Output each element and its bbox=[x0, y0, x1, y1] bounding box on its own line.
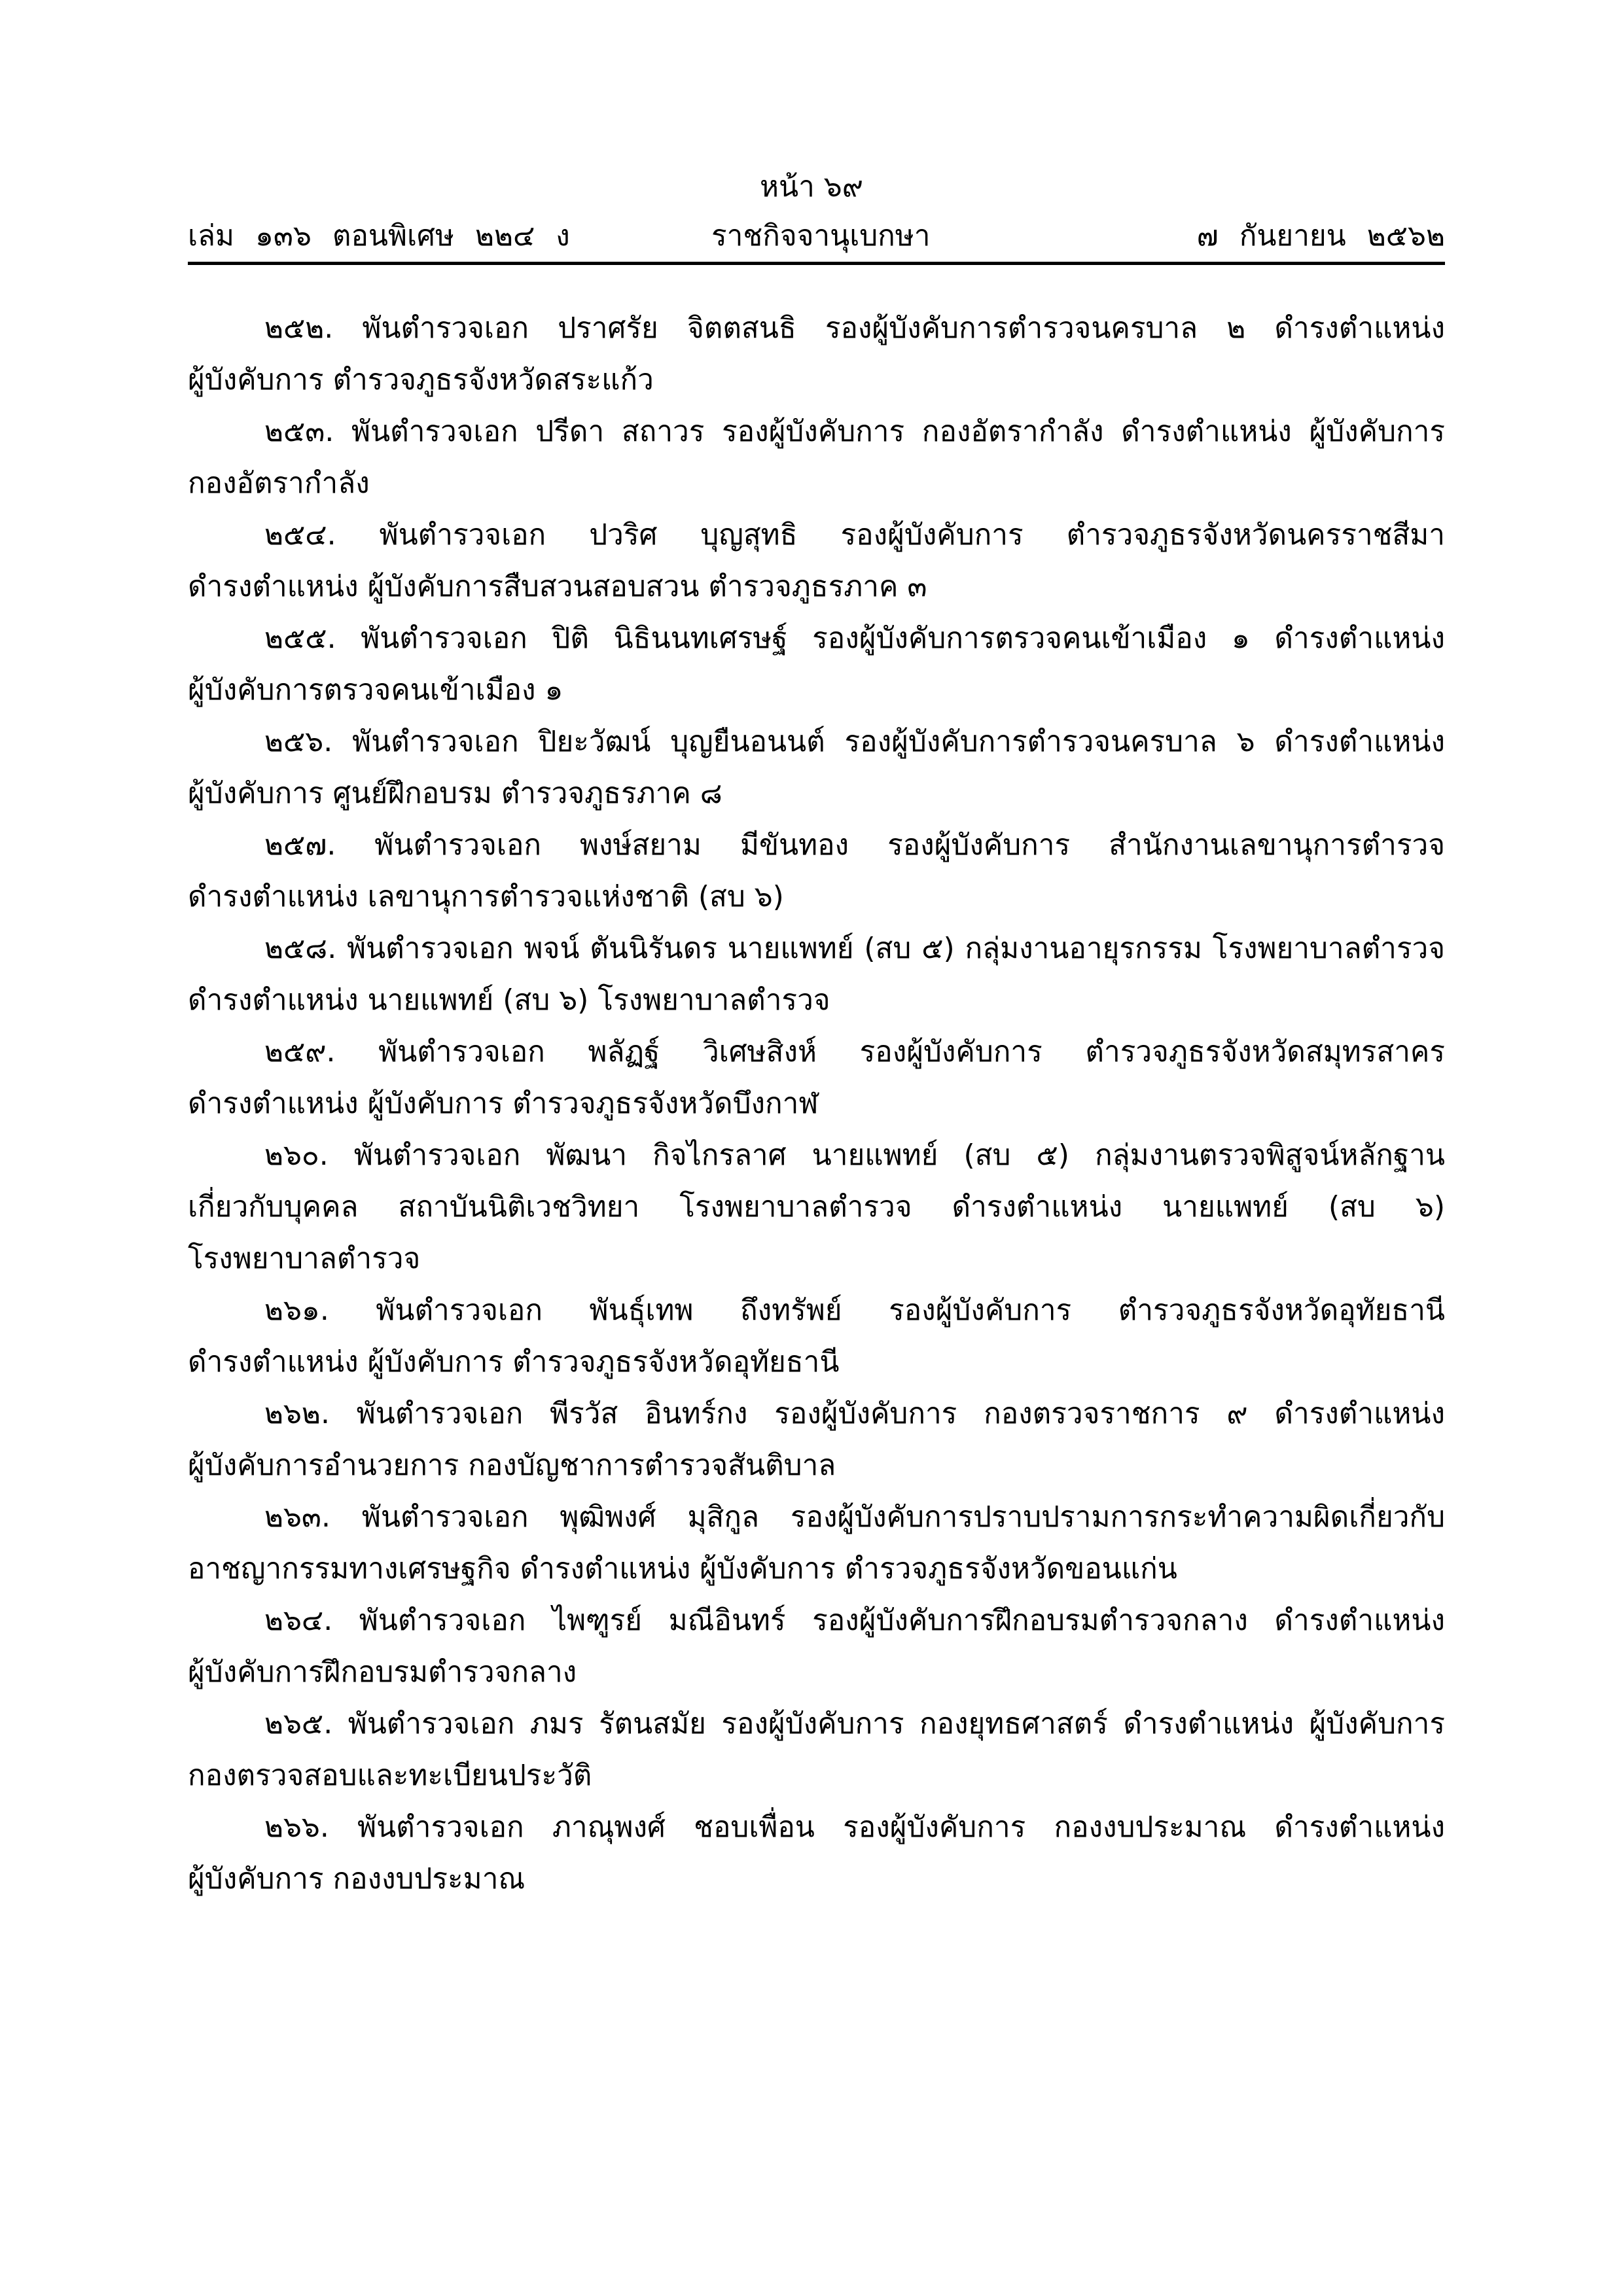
appointment-item bbox=[188, 1388, 1445, 1491]
appointment-item bbox=[188, 1129, 1445, 1284]
item-line: ดำรงตำแหน่ง ผู้บังคับการสืบสวนสอบสวน ตำรวจภูธรภาค ๓ bbox=[188, 570, 927, 603]
item-line: ๒๖๑. พันตำรวจเอก พันธุ์เทพ ถึงทรัพย์ รองผู้บังคับการ ตำรวจภูธรจังหวัดอุทัยธานี bbox=[264, 1294, 1445, 1327]
appointment-item bbox=[188, 1026, 1445, 1129]
appointment-item bbox=[188, 1801, 1445, 1905]
item-line: ๒๕๓. พันตำรวจเอก ปรีดา สถาวร รองผู้บังคับการ กองอัตรากำลัง ดำรงตำแหน่ง ผู้บังคับการ bbox=[264, 415, 1445, 448]
item-line: ๒๖๕. พันตำรวจเอก ภมร รัตนสมัย รองผู้บังคับการ กองยุทธศาสตร์ ดำรงตำแหน่ง ผู้บังคับการ bbox=[264, 1707, 1445, 1740]
item-line: ๒๕๒. พันตำรวจเอก ปราศรัย จิตตสนธิ รองผู้บังคับการตำรวจนครบาล ๒ ดำรงตำแหน่ง bbox=[264, 311, 1445, 345]
appointment-item bbox=[188, 406, 1445, 509]
appointment-item bbox=[188, 1284, 1445, 1388]
gazette-title: ราชกิจจานุเบกษา bbox=[711, 219, 931, 253]
appointment-item bbox=[188, 1595, 1445, 1698]
item-line: ๒๖๔. พันตำรวจเอก ไพฑูรย์ มณีอินทร์ รองผู้บังคับการฝึกอบรมตำรวจกลาง ดำรงตำแหน่ง bbox=[264, 1604, 1445, 1637]
document-body bbox=[188, 302, 1445, 1905]
page-number: หน้า ๖๙ bbox=[760, 170, 863, 203]
item-line: เกี่ยวกับบุคคล สถาบันนิติเวชวิทยา โรงพยาบาลตำรวจ ดำรงตำแหน่ง นายแพทย์ (สบ ๖) bbox=[188, 1190, 1445, 1224]
item-line: ๒๕๕. พันตำรวจเอก ปิติ นิธินนทเศรษฐ์ รองผู้บังคับการตรวจคนเข้าเมือง ๑ ดำรงตำแหน่ง bbox=[264, 622, 1445, 655]
item-line: ผู้บังคับการ ตำรวจภูธรจังหวัดสระแก้ว bbox=[188, 363, 654, 397]
appointment-item bbox=[188, 302, 1445, 406]
appointment-item bbox=[188, 1491, 1445, 1595]
item-line: ๒๖๐. พันตำรวจเอก พัฒนา กิจไกรลาศ นายแพทย์ (สบ ๕) กลุ่มงานตรวจพิสูจน์หลักฐาน bbox=[264, 1139, 1445, 1172]
item-line: ๒๖๖. พันตำรวจเอก ภาณุพงศ์ ชอบเพื่อน รองผู้บังคับการ กองงบประมาณ ดำรงตำแหน่ง bbox=[264, 1810, 1445, 1844]
item-line: กองอัตรากำลัง bbox=[188, 467, 370, 500]
item-line: ๒๕๗. พันตำรวจเอก พงษ์สยาม มีขันทอง รองผู้บังคับการ สำนักงานเลขานุการตำรวจ bbox=[264, 828, 1445, 862]
item-line: ๒๕๘. พันตำรวจเอก พจน์ ตันนิรันดร นายแพทย์ (สบ ๕) กลุ่มงานอายุรกรรม โรงพยาบาลตำรวจ bbox=[264, 932, 1445, 965]
publication-date: ๗ กันยายน ๒๕๖๒ bbox=[1196, 219, 1445, 253]
appointment-item bbox=[188, 612, 1445, 716]
item-line: ๒๖๓. พันตำรวจเอก พุฒิพงศ์ มุสิกูล รองผู้บังคับการปราบปรามการกระทำความผิดเกี่ยวกับ bbox=[264, 1500, 1445, 1534]
item-line: ผู้บังคับการตรวจคนเข้าเมือง ๑ bbox=[188, 673, 563, 707]
item-line: ผู้บังคับการ กองงบประมาณ bbox=[188, 1862, 526, 1896]
item-line: ดำรงตำแหน่ง เลขานุการตำรวจแห่งชาติ (สบ ๖) bbox=[188, 880, 784, 913]
item-line: ๒๕๙. พันตำรวจเอก พลัฏฐ์ วิเศษสิงห์ รองผู้บังคับการ ตำรวจภูธรจังหวัดสมุทรสาคร bbox=[264, 1035, 1445, 1069]
item-line: ดำรงตำแหน่ง ผู้บังคับการ ตำรวจภูธรจังหวัดอุทัยธานี bbox=[188, 1345, 840, 1379]
header-divider bbox=[188, 262, 1445, 265]
appointment-item bbox=[188, 716, 1445, 819]
appointment-item bbox=[188, 1698, 1445, 1801]
item-line: ผู้บังคับการ ศูนย์ฝึกอบรม ตำรวจภูธรภาค ๘ bbox=[188, 777, 722, 810]
appointment-item bbox=[188, 509, 1445, 612]
volume-issue: เล่ม ๑๓๖ ตอนพิเศษ ๒๒๔ ง bbox=[188, 219, 570, 253]
item-line: ๒๕๔. พันตำรวจเอก ปวริศ บุญสุทธิ รองผู้บังคับการ ตำรวจภูธรจังหวัดนครราชสีมา bbox=[264, 518, 1445, 552]
item-line: กองตรวจสอบและทะเบียนประวัติ bbox=[188, 1759, 592, 1792]
item-line: โรงพยาบาลตำรวจ bbox=[188, 1242, 421, 1275]
item-line: ดำรงตำแหน่ง ผู้บังคับการ ตำรวจภูธรจังหวัดบึงกาฬ bbox=[188, 1087, 819, 1120]
appointment-item bbox=[188, 819, 1445, 923]
gazette-header bbox=[188, 213, 1445, 252]
item-line: อาชญากรรมทางเศรษฐกิจ ดำรงตำแหน่ง ผู้บังคับการ ตำรวจภูธรจังหวัดขอนแก่น bbox=[188, 1552, 1177, 1585]
item-line: ผู้บังคับการฝึกอบรมตำรวจกลาง bbox=[188, 1655, 577, 1689]
item-line: ดำรงตำแหน่ง นายแพทย์ (สบ ๖) โรงพยาบาลตำรวจ bbox=[188, 983, 830, 1017]
item-line: ผู้บังคับการอำนวยการ กองบัญชาการตำรวจสันติบาล bbox=[188, 1449, 836, 1482]
appointment-item bbox=[188, 923, 1445, 1026]
item-line: ๒๕๖. พันตำรวจเอก ปิยะวัฒน์ บุญยืนอนนต์ รองผู้บังคับการตำรวจนครบาล ๖ ดำรงตำแหน่ง bbox=[264, 725, 1445, 758]
item-line: ๒๖๒. พันตำรวจเอก พีรวัส อินทร์กง รองผู้บังคับการ กองตรวจราชการ ๙ ดำรงตำแหน่ง bbox=[264, 1397, 1445, 1430]
